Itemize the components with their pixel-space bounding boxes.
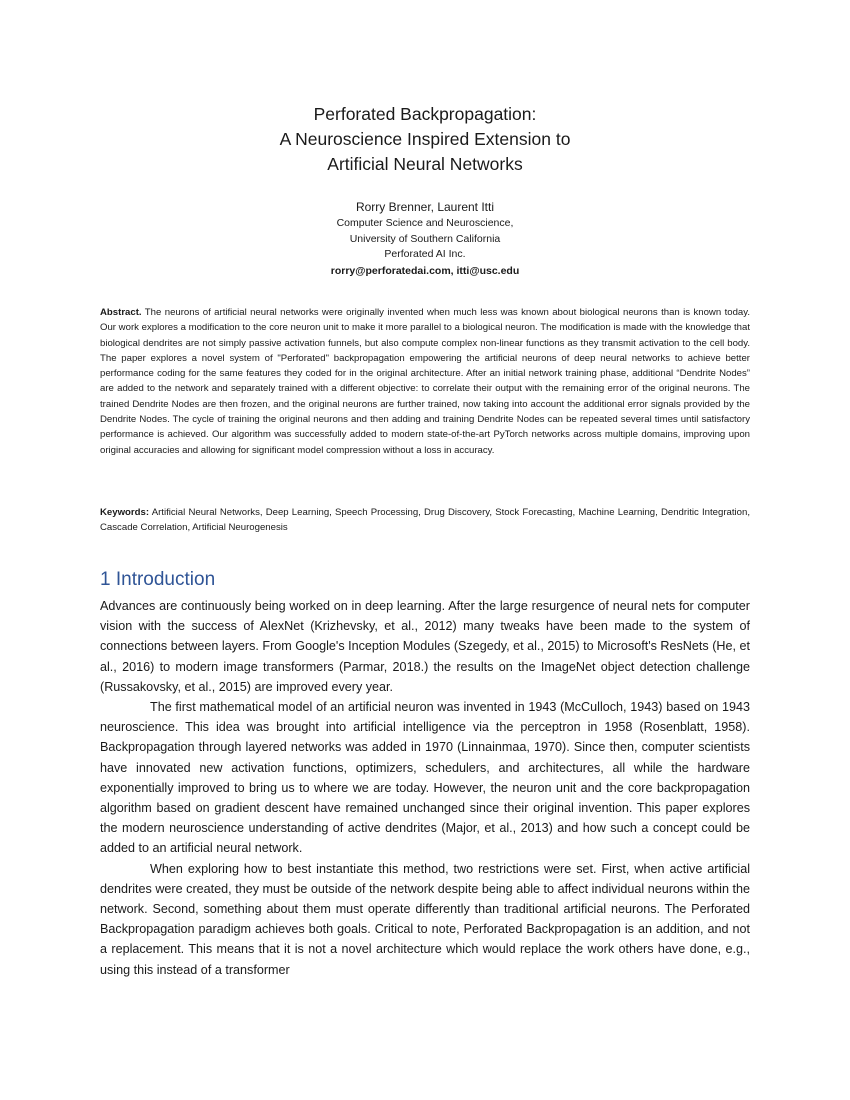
keywords-text: Artificial Neural Networks, Deep Learning, Speech Processing, Drug Discovery, Stock Forecasting, Machine Learning, Dendritic Integration, Cascade Correlation, Artificial Neurogenesis <box>100 507 750 534</box>
author-emails: rorry@perforatedai.com, itti@usc.edu <box>330 264 520 277</box>
paper-title <box>0 102 850 177</box>
abstract-text: The neurons of artificial neural networks were originally invented when much less was known about biological neurons than is known today. Our work explores a modification to the core neuron unit to make it more parallel to a biological neuron. The modification is made with the knowledge that biological dendrites are not simply passive activation funnels, but also compute complex non-linear functions as they transmit activation to the cell body. The paper explores a novel system of "Perforated" backpropagation empowering the artificial neurons of deep neural networks to achieve better performance coding for the same features they coded for in the original architecture. After an initial network training phase, additional “Dendrite Nodes” are added to the network and separately trained with a different objective: to correlate their output with the remaining error of the original neurons. The trained Dendrite Nodes are then frozen, and the original neurons are further trained, now taking into account the additional error signals provided by the Dendrite Nodes. The cycle of training the original neurons and then adding and training Dendrite Nodes can be repeated several times until satisfactory performance is achieved. Our algorithm was successfully added to modern state-of-the-art PyTorch networks across multiple domains, improving upon original accuracies and allowing for significant model compression without a loss in accuracy. <box>100 307 750 456</box>
paragraph: The first mathematical model of an artificial neuron was invented in 1943 (McCulloch, 1943) based on 1943 neuroscience. This idea was brought into artificial intelligence via the perceptron in 1958 (Rosenblatt, 1958). Backpropagation through layered networks was added in 1970 (Linnainmaa, 1970). Since then, computer scientists have innovated new activation functions, optimizers, schedulers, and architectures, all while the hardware exponentially improved to bring us to where we are today. However, the neuron unit and the core backpropagation algorithm based on gradient descent have remained unchanged since their original invention. This paper explores the modern neuroscience understanding of active dendrites (Major, et al., 2013) and how such a concept could be added to an artificial neural network. <box>100 700 750 856</box>
section-body <box>100 596 750 980</box>
keywords <box>100 505 750 536</box>
affiliation-line: Perforated AI Inc. <box>384 248 466 260</box>
title-line: Perforated Backpropagation: <box>313 104 537 124</box>
author-block <box>0 198 850 279</box>
paragraph: Advances are continuously being worked on in deep learning. After the large resurgence of neural nets for computer vision with the success of AlexNet (Krizhevsky, et al., 2012) many tweaks have been made to the system of connections between layers. From Google's Inception Modules (Szegedy, et al., 2015) to Microsoft's ResNets (He, et al., 2016) to modern image transformers (Parmar, 2018.) the results on the ImageNet object detection challenge (Russakovsky, et al., 2015) are improved every year. <box>100 599 750 694</box>
author-names: Rorry Brenner, Laurent Itti <box>355 200 495 214</box>
affiliation-line: Computer Science and Neuroscience, <box>336 217 514 229</box>
keywords-label: Keywords: <box>100 507 150 518</box>
paragraph: When exploring how to best instantiate this method, two restrictions were set. First, when active artificial dendrites were created, they must be outside of the network despite being able to affect individual neurons within the network. Second, something about them must operate differently than traditional artificial neurons. The Perforated Backpropagation paradigm achieves both goals. Critical to note, Perforated Backpropagation is an addition, and not a replacement. This means that it is not a novel architecture which would replace the work others have done, e.g., using this instead of a transformer <box>100 861 750 977</box>
section-heading: 1 Introduction <box>100 569 216 590</box>
abstract-label: Abstract. <box>100 307 142 318</box>
affiliation-line: University of Southern California <box>349 232 501 245</box>
title-line: Artificial Neural Networks <box>327 154 523 174</box>
abstract <box>100 305 750 458</box>
title-line: A Neuroscience Inspired Extension to <box>279 129 571 149</box>
